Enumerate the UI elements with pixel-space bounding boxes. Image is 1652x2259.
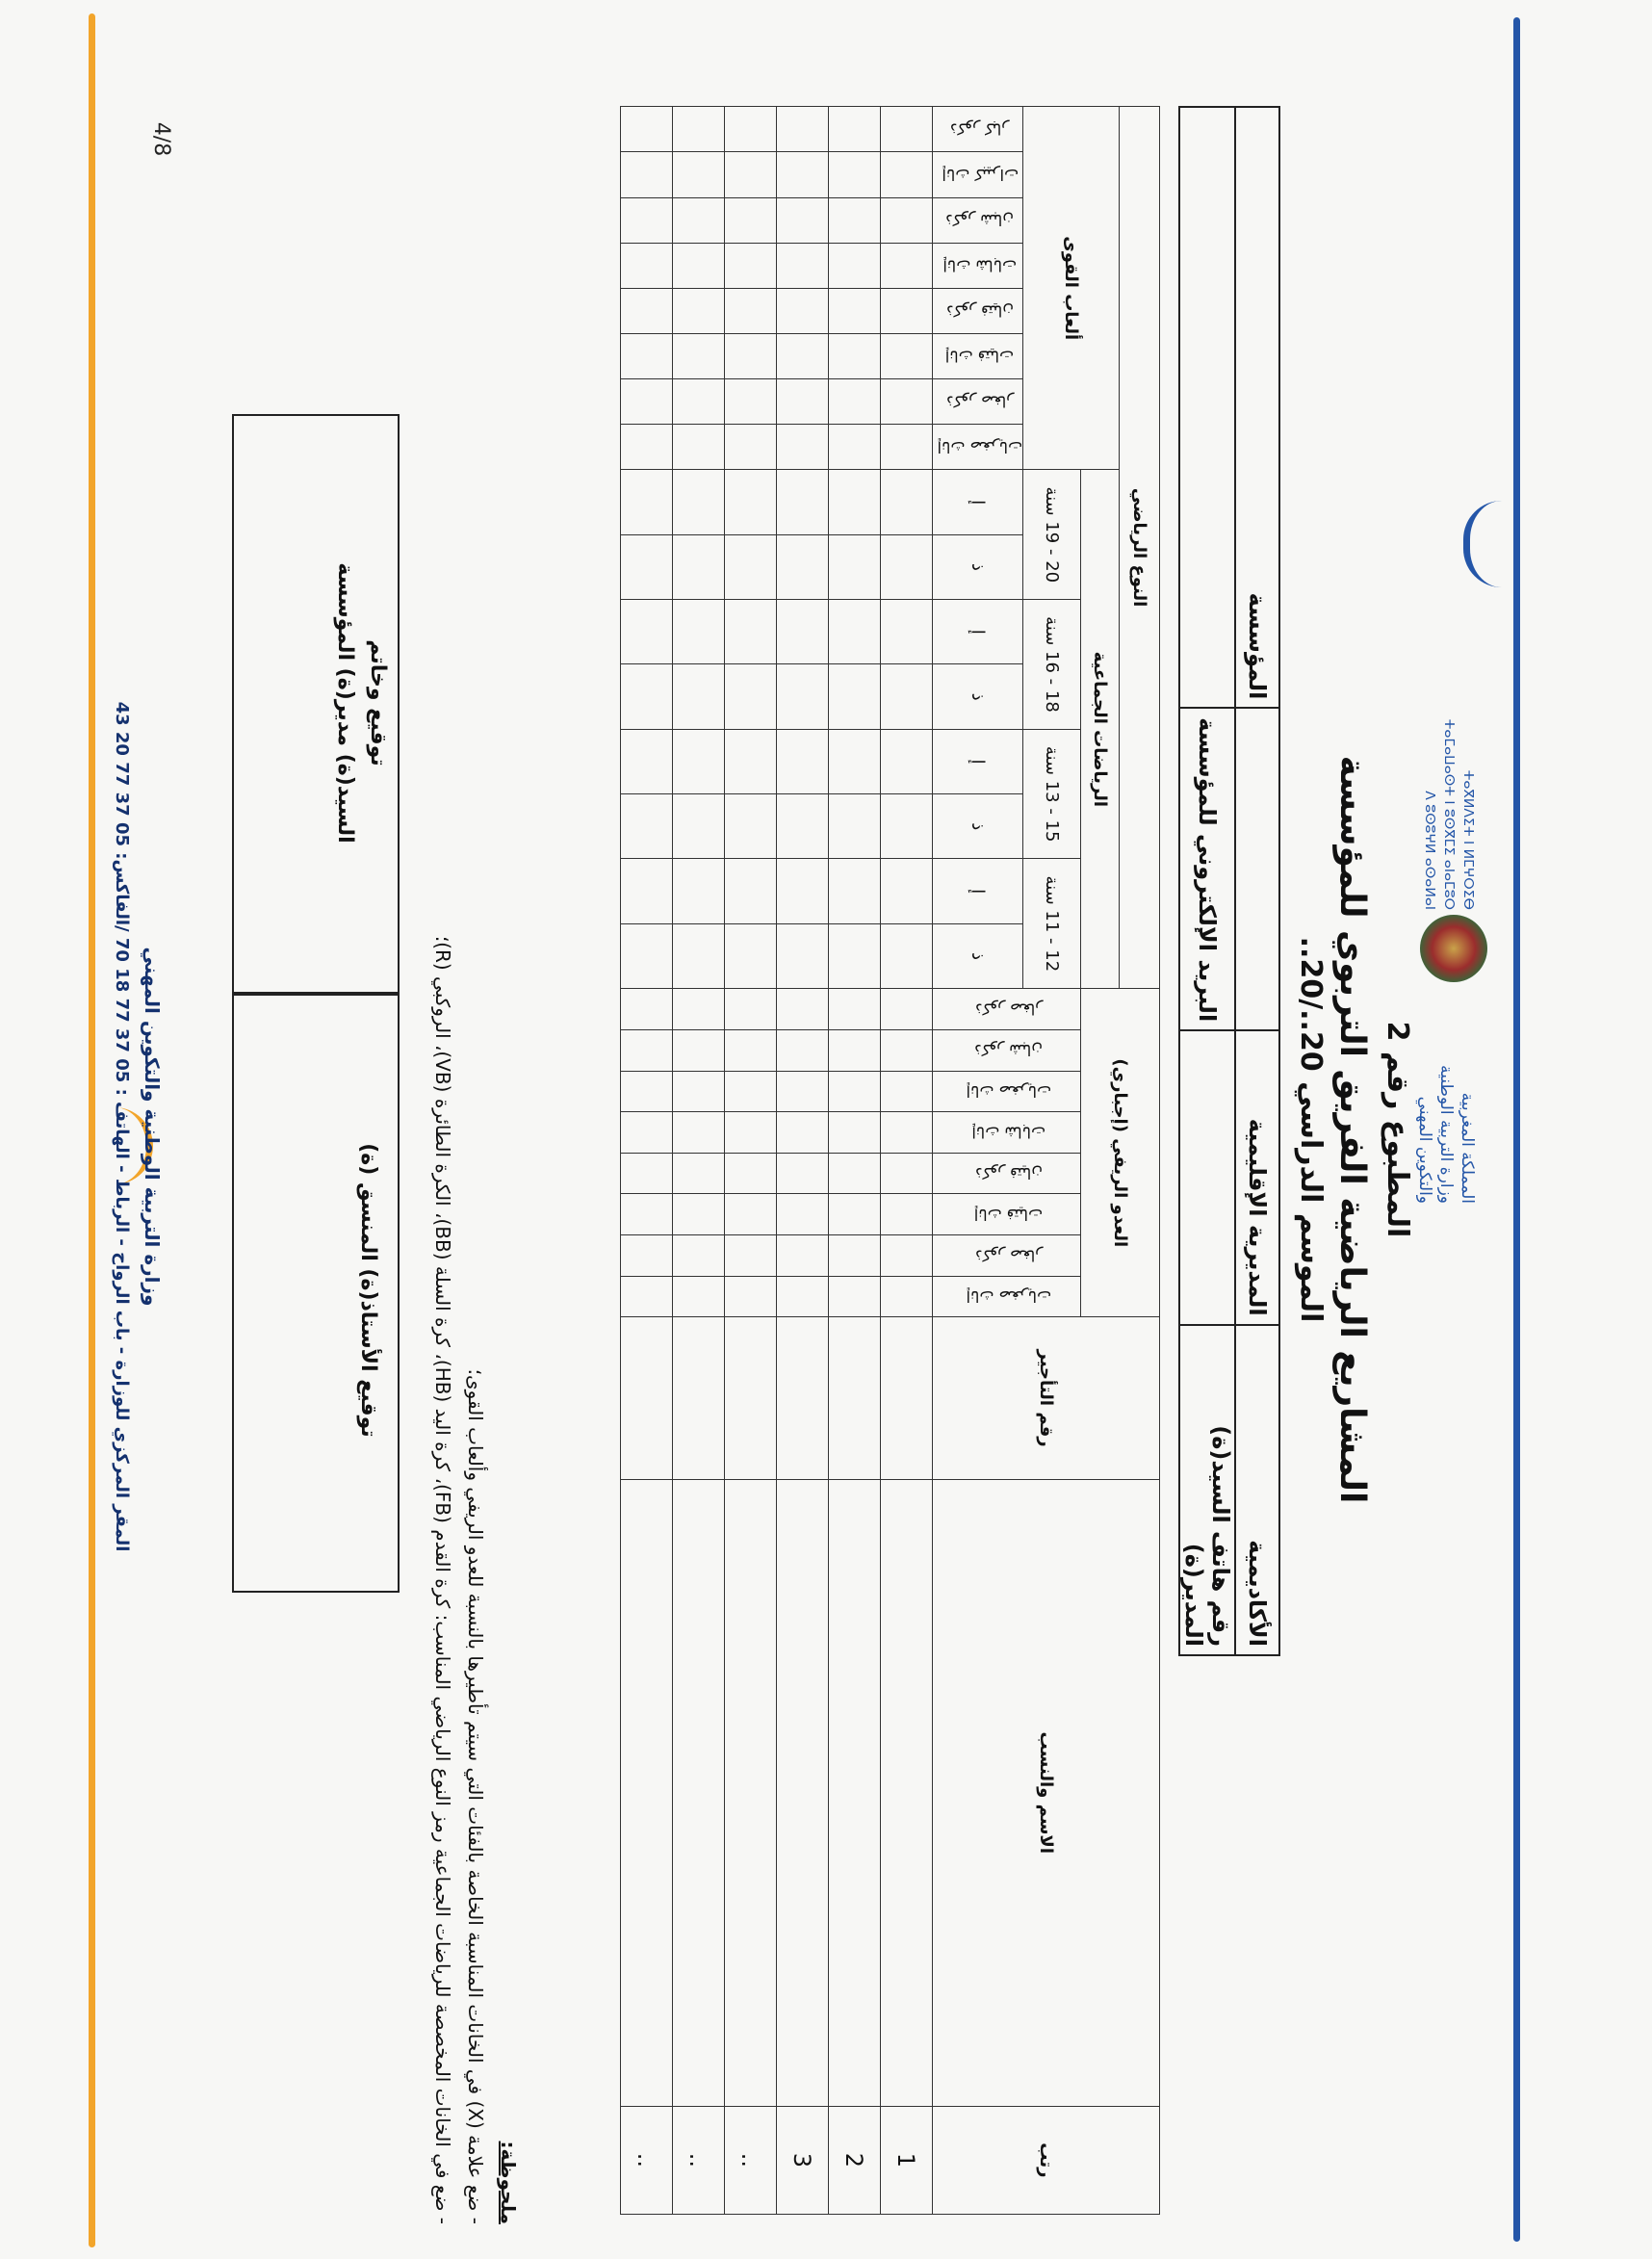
entry-cell[interactable]: [776, 1317, 828, 1479]
entry-cell[interactable]: [828, 859, 880, 923]
entry-cell[interactable]: [620, 470, 672, 534]
entry-cell[interactable]: [776, 1276, 828, 1317]
academy-label: الأكاديمية: [1235, 1325, 1279, 1655]
running-col-6: إناث صغريات: [932, 1071, 1080, 1112]
entry-cell[interactable]: [620, 1112, 672, 1154]
entry-cell[interactable]: [724, 107, 776, 152]
entry-cell[interactable]: [828, 152, 880, 197]
entry-cell[interactable]: [776, 1071, 828, 1112]
entry-cell[interactable]: [828, 334, 880, 379]
entry-cell[interactable]: [828, 1194, 880, 1235]
blue-border-line: [1513, 17, 1520, 2242]
entry-cell[interactable]: [776, 288, 828, 333]
email-label: البريد الإلكتروني للمؤسسة: [1179, 708, 1235, 1030]
notes-label: ملحوظة:: [497, 2141, 520, 2224]
athletics-col-7: إناث كبيرات: [932, 152, 1022, 197]
entry-cell[interactable]: [672, 152, 724, 197]
footer-ministry: وزارة التربية الوطنية والتكوين المهني: [141, 947, 164, 1307]
athletics-col-8: ذكور كبار: [932, 107, 1022, 152]
entry-cell[interactable]: [776, 859, 828, 923]
director-phone-value[interactable]: [1179, 1030, 1235, 1324]
entry-cell[interactable]: [828, 1479, 880, 2106]
entry-cell[interactable]: [776, 334, 828, 379]
rank-cell: 2: [828, 2106, 880, 2214]
entry-cell[interactable]: [724, 534, 776, 599]
entry-cell[interactable]: [880, 1194, 932, 1235]
entry-cell[interactable]: [724, 379, 776, 425]
notes-section: [426, 106, 525, 2224]
entry-cell[interactable]: [828, 600, 880, 664]
entry-cell[interactable]: [880, 859, 932, 923]
form-number: المطبوع رقم 2: [1381, 1021, 1414, 1238]
athletics-col-4: ذكور فتيان: [932, 288, 1022, 333]
entry-cell[interactable]: [776, 197, 828, 243]
running-col-5: إناث شابات: [932, 1112, 1080, 1154]
entry-cell[interactable]: [776, 1235, 828, 1277]
entry-cell[interactable]: [620, 152, 672, 197]
entry-cell[interactable]: [828, 534, 880, 599]
sex-label-m: ذ: [932, 664, 1022, 729]
entry-cell[interactable]: [880, 664, 932, 729]
athletics-col-1: إناث صغريات: [932, 425, 1022, 470]
footer-address: المقر المركزي للوزارة - باب الرواح - الرباط - الهاتف : 05 37 77 18 70 /الفاكس: 05 37 77 20 43: [112, 701, 132, 1552]
entry-cell[interactable]: [880, 243, 932, 288]
entry-cell[interactable]: [724, 1071, 776, 1112]
entry-cell[interactable]: [880, 923, 932, 988]
entry-cell[interactable]: [880, 107, 932, 152]
entry-cell[interactable]: [620, 989, 672, 1030]
entry-cell[interactable]: [672, 989, 724, 1030]
entry-cell[interactable]: [672, 1153, 724, 1194]
entry-cell[interactable]: [672, 288, 724, 333]
entry-cell[interactable]: [828, 664, 880, 729]
entry-cell[interactable]: [776, 107, 828, 152]
entry-cell[interactable]: [672, 923, 724, 988]
entry-cell[interactable]: [672, 1479, 724, 2106]
entry-cell[interactable]: [724, 859, 776, 923]
entry-cell[interactable]: [880, 1071, 932, 1112]
ministry-header-arabic: [1414, 982, 1478, 1204]
entry-cell[interactable]: [880, 729, 932, 793]
entry-cell[interactable]: [620, 859, 672, 923]
name-header: الاسم والنسب: [932, 1479, 1159, 2106]
sex-label-f: إ: [932, 859, 1022, 923]
entry-cell[interactable]: [828, 470, 880, 534]
entry-cell[interactable]: [620, 1317, 672, 1479]
entry-cell[interactable]: [620, 534, 672, 599]
entry-cell[interactable]: [828, 1071, 880, 1112]
entry-cell[interactable]: [776, 794, 828, 859]
director-phone-label: رقم هاتف السيد(ة) المدير(ة): [1179, 1325, 1235, 1655]
entry-cell[interactable]: [620, 1235, 672, 1277]
athletics-col-6: ذكور شبان: [932, 197, 1022, 243]
entry-cell[interactable]: [828, 923, 880, 988]
entry-cell[interactable]: [620, 664, 672, 729]
entry-cell[interactable]: [620, 197, 672, 243]
entry-cell[interactable]: [672, 664, 724, 729]
age-group-2: 15 - 13 سنة: [1023, 729, 1081, 859]
ministry-header-tifinagh: [1420, 717, 1478, 910]
entry-cell[interactable]: [724, 1276, 776, 1317]
main-title: المشاريع الرياضية الفريق التربوي للمؤسسة: [1332, 755, 1372, 1504]
entry-cell[interactable]: [672, 470, 724, 534]
entry-cell[interactable]: [724, 923, 776, 988]
entry-cell[interactable]: [724, 470, 776, 534]
entry-cell[interactable]: [776, 243, 828, 288]
entry-cell[interactable]: [880, 1112, 932, 1154]
sex-label-m: ذ: [932, 923, 1022, 988]
entry-cell[interactable]: [724, 334, 776, 379]
entry-cell[interactable]: [724, 288, 776, 333]
entry-cell[interactable]: [724, 1112, 776, 1154]
entry-cell[interactable]: [724, 1194, 776, 1235]
rank-cell: 1: [880, 2106, 932, 2214]
entry-cell[interactable]: [672, 1071, 724, 1112]
entry-cell[interactable]: [672, 534, 724, 599]
entry-cell[interactable]: [724, 1235, 776, 1277]
entry-cell[interactable]: [776, 729, 828, 793]
athletics-header: ألعاب القوى: [1023, 107, 1120, 470]
entry-cell[interactable]: [828, 1317, 880, 1479]
entry-cell[interactable]: [724, 1153, 776, 1194]
entry-cell[interactable]: [776, 989, 828, 1030]
info-table: [1178, 106, 1280, 1656]
entry-cell[interactable]: [672, 1276, 724, 1317]
rotated-sheet: [43, 0, 1507, 2259]
table-row: [724, 107, 776, 2215]
entry-cell[interactable]: [724, 664, 776, 729]
entry-cell[interactable]: [724, 794, 776, 859]
entry-cell[interactable]: [828, 288, 880, 333]
table-row: [880, 107, 932, 2215]
coordinator-signature-label: توقيع الأستاذ(ة) المنسق (ة): [356, 1143, 380, 1438]
rank-cell: 3: [776, 2106, 828, 2214]
sport-type-header: النوع الرياضي: [1120, 107, 1160, 989]
entry-cell[interactable]: [880, 152, 932, 197]
entry-cell[interactable]: [776, 923, 828, 988]
entry-cell[interactable]: [672, 859, 724, 923]
team-sports-header: الرياضات الجماعية: [1081, 470, 1120, 989]
entry-cell[interactable]: [672, 600, 724, 664]
entry-cell[interactable]: [672, 1317, 724, 1479]
entry-cell[interactable]: [880, 989, 932, 1030]
directorate-label: المديرية الإقليمية: [1235, 1030, 1279, 1324]
athletics-col-2: ذكور صغار: [932, 379, 1022, 425]
entry-cell[interactable]: [620, 1071, 672, 1112]
season-title: الموسم الدراسي 20../20..: [1294, 936, 1328, 1323]
entry-cell[interactable]: [672, 1112, 724, 1154]
entry-cell[interactable]: [620, 794, 672, 859]
running-col-3: إناث فتيات: [932, 1194, 1080, 1235]
entry-cell[interactable]: [724, 600, 776, 664]
table-row: [620, 107, 672, 2215]
entry-cell[interactable]: [724, 243, 776, 288]
running-col-4: ذكور فتيان: [932, 1153, 1080, 1194]
ministry-line1: وزارة التربية الوطنية: [1436, 1064, 1456, 1204]
age-group-1: 12 - 11 سنة: [1023, 859, 1081, 989]
entry-cell[interactable]: [776, 664, 828, 729]
entry-cell[interactable]: [620, 1153, 672, 1194]
entry-cell[interactable]: [776, 379, 828, 425]
entry-cell[interactable]: [828, 794, 880, 859]
entry-cell[interactable]: [828, 243, 880, 288]
entry-cell[interactable]: [620, 425, 672, 470]
tifinagh-line1: ⵜⴰⴳⵍⴷⵉⵜ ⵏ ⵍⵎⵖⵔⵉⴱ: [1460, 769, 1476, 910]
entry-cell[interactable]: [776, 600, 828, 664]
entry-cell[interactable]: [828, 1153, 880, 1194]
sex-label-f: إ: [932, 600, 1022, 664]
entry-cell[interactable]: [672, 1029, 724, 1071]
entry-cell[interactable]: [672, 425, 724, 470]
entry-cell[interactable]: [880, 334, 932, 379]
entry-cell[interactable]: [620, 1194, 672, 1235]
rank-header: رتب: [932, 2106, 1159, 2214]
entry-cell[interactable]: [828, 1235, 880, 1277]
entry-cell[interactable]: [828, 197, 880, 243]
entry-cell[interactable]: [880, 288, 932, 333]
entry-cell[interactable]: [776, 1153, 828, 1194]
rank-cell: ..: [724, 2106, 776, 2214]
entry-cell[interactable]: [724, 152, 776, 197]
entry-cell[interactable]: [776, 1112, 828, 1154]
table-row: [672, 107, 724, 2215]
email-value[interactable]: [1179, 107, 1235, 708]
entry-cell[interactable]: [828, 425, 880, 470]
main-table: [620, 106, 1160, 2215]
entry-cell[interactable]: [880, 1235, 932, 1277]
entry-cell[interactable]: [724, 425, 776, 470]
entry-cell[interactable]: [620, 107, 672, 152]
entry-cell[interactable]: [620, 379, 672, 425]
entry-cell[interactable]: [880, 1479, 932, 2106]
entry-cell[interactable]: [620, 1276, 672, 1317]
entry-cell[interactable]: [776, 1194, 828, 1235]
entry-cell[interactable]: [672, 1235, 724, 1277]
running-col-7: ذكور شبان: [932, 1029, 1080, 1071]
entry-cell[interactable]: [828, 989, 880, 1030]
sex-label-f: إ: [932, 470, 1022, 534]
entry-cell[interactable]: [724, 989, 776, 1030]
entry-cell[interactable]: [724, 1479, 776, 2106]
running-col-2: ذكور صغار: [932, 1235, 1080, 1277]
entry-cell[interactable]: [672, 107, 724, 152]
entry-cell[interactable]: [828, 1112, 880, 1154]
sex-label-f: إ: [932, 729, 1022, 793]
entry-cell[interactable]: [724, 197, 776, 243]
entry-cell[interactable]: [672, 379, 724, 425]
running-col-1: إناث صغريات: [932, 1276, 1080, 1317]
entry-cell[interactable]: [776, 470, 828, 534]
entry-cell[interactable]: [880, 600, 932, 664]
entry-cell[interactable]: [724, 1029, 776, 1071]
notes-line1: - ضع علامة (X) في الخانات المناسبة الخاصة بالفئات التي سيتم تأطيرها بالنسبة للعدو الريفي وألعاب القوى؛: [464, 1368, 487, 2224]
entry-cell[interactable]: [672, 794, 724, 859]
age-group-4: 20 - 19 سنة: [1023, 470, 1081, 600]
entry-cell[interactable]: [776, 152, 828, 197]
entry-cell[interactable]: [828, 1029, 880, 1071]
registration-header: رقم التأجير: [932, 1317, 1159, 1479]
entry-cell[interactable]: [880, 425, 932, 470]
entry-cell[interactable]: [880, 379, 932, 425]
entry-cell[interactable]: [620, 288, 672, 333]
entry-cell[interactable]: [724, 729, 776, 793]
rank-cell: ..: [620, 2106, 672, 2214]
entry-cell[interactable]: [620, 600, 672, 664]
entry-cell[interactable]: [880, 1276, 932, 1317]
entry-cell[interactable]: [776, 1029, 828, 1071]
table-row: [828, 107, 880, 2215]
entry-cell[interactable]: [828, 107, 880, 152]
director-signature-title: توقيع وخاتم: [366, 639, 390, 766]
tifinagh-line2: ⵜⴰⵎⴰⵡⴰⵙⵜ ⵏ ⵓⵙⴳⵎⵉ ⴰⵏⴰⵎⵓⵔ: [1441, 718, 1457, 910]
institution-label: المؤسسة: [1235, 107, 1279, 708]
entry-cell[interactable]: [620, 1029, 672, 1071]
entry-cell[interactable]: [828, 379, 880, 425]
entry-cell[interactable]: [620, 729, 672, 793]
entry-cell[interactable]: [776, 534, 828, 599]
rank-cell: ..: [672, 2106, 724, 2214]
entry-cell[interactable]: [672, 243, 724, 288]
entry-cell[interactable]: [672, 1194, 724, 1235]
academy-value[interactable]: [1235, 708, 1279, 1030]
entry-cell[interactable]: [880, 197, 932, 243]
running-header: العدو الريفي (إجباري): [1081, 989, 1160, 1317]
entry-cell[interactable]: [672, 197, 724, 243]
ministry-line2: والتكوين المهني: [1415, 1096, 1434, 1204]
page-number: 4/8: [149, 121, 174, 157]
entry-cell[interactable]: [620, 1479, 672, 2106]
entry-cell[interactable]: [776, 1479, 828, 2106]
entry-cell[interactable]: [880, 470, 932, 534]
entry-cell[interactable]: [828, 729, 880, 793]
entry-cell[interactable]: [880, 794, 932, 859]
entry-cell[interactable]: [880, 1317, 932, 1479]
notes-line2: - ضع في الخانات المخصصة للرياضات الجماعية رمز النوع الرياضي المناسب: كرة القدم (FB)، كرة اليد (HB)، كرة السلة (BB)، الكرة الطائرة (VB)، الروكبي (R)؛: [431, 935, 454, 2224]
director-signature-name: السيد(ة) مدير(ة) المؤسسة: [333, 562, 357, 844]
entry-cell[interactable]: [672, 729, 724, 793]
entry-cell[interactable]: [880, 534, 932, 599]
entry-cell[interactable]: [620, 243, 672, 288]
entry-cell[interactable]: [828, 1276, 880, 1317]
kingdom-text: المملكة المغربية: [1458, 1092, 1477, 1204]
age-group-3: 18 - 16 سنة: [1023, 600, 1081, 730]
entry-cell[interactable]: [776, 425, 828, 470]
running-col-8: ذكور صغار: [932, 989, 1080, 1030]
entry-cell[interactable]: [880, 1153, 932, 1194]
moroccan-emblem-icon: [1420, 915, 1487, 982]
tifinagh-line3: ⴷ ⵓⵙⵓⵖⵍ ⴰⵙⴰⵍⴰⵏ: [1422, 791, 1437, 910]
entry-cell[interactable]: [880, 1029, 932, 1071]
entry-cell[interactable]: [620, 334, 672, 379]
sex-label-m: ذ: [932, 794, 1022, 859]
sex-label-m: ذ: [932, 534, 1022, 599]
entry-cell[interactable]: [620, 923, 672, 988]
athletics-col-3: إناث فتيات: [932, 334, 1022, 379]
table-row: [776, 107, 828, 2215]
athletics-col-5: إناث شابات: [932, 243, 1022, 288]
entry-cell[interactable]: [724, 1317, 776, 1479]
entry-cell[interactable]: [672, 334, 724, 379]
